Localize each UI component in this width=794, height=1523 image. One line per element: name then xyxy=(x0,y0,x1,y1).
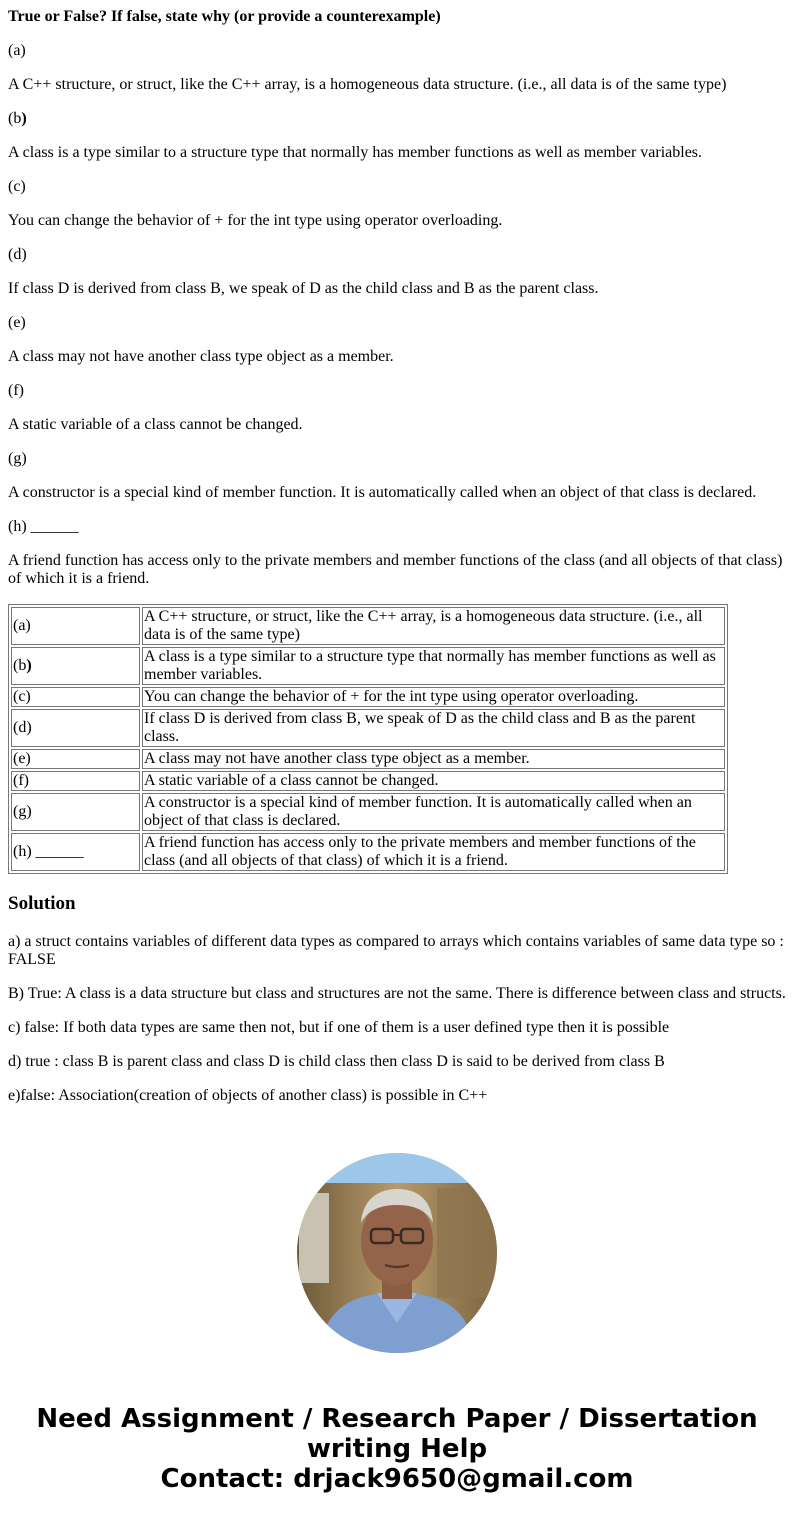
table-row xyxy=(11,687,725,707)
table-cell-text: A friend function has access only to the private members and member functions of the class (and all objects of that class) of which it is a friend. xyxy=(142,833,725,871)
question-label: (b) xyxy=(8,110,27,127)
table-cell-label: (f) xyxy=(11,771,140,791)
table-row xyxy=(11,749,725,769)
solution-answer: B) True: A class is a data structure but class and structures are not the same. There is difference between class and structs. xyxy=(8,985,786,1002)
table-cell-label: (e) xyxy=(11,749,140,769)
question-text: A static variable of a class cannot be changed. xyxy=(8,416,303,433)
table-cell-text: You can change the behavior of + for the int type using operator overloading. xyxy=(142,687,725,707)
table-cell-text: A class may not have another class type object as a member. xyxy=(142,749,725,769)
solution-answer: d) true : class B is parent class and class D is child class then class D is said to be derived from class B xyxy=(8,1053,665,1070)
portrait-image xyxy=(297,1153,497,1353)
question-text: If class D is derived from class B, we speak of D as the child class and B as the parent class. xyxy=(8,280,599,297)
question-text: A friend function has access only to the private members and member functions of the class (and all objects of that class) of which it is a friend. xyxy=(8,552,783,587)
solution-answer: e)false: Association(creation of objects of another class) is possible in C++ xyxy=(8,1087,488,1104)
table-cell-label: (d) xyxy=(11,709,140,747)
solution-heading: Solution xyxy=(8,893,76,914)
table-row xyxy=(11,709,725,747)
solution-answer: c) false: If both data types are same then not, but if one of them is a user defined type then it is possible xyxy=(8,1019,670,1036)
table-row xyxy=(11,647,725,685)
table-row xyxy=(11,833,725,871)
question-label: (a) xyxy=(8,42,26,59)
question-text: A C++ structure, or struct, like the C++ array, is a homogeneous data structure. (i.e., all data is of the same type) xyxy=(8,76,727,93)
promo-contact: Contact: drjack9650@gmail.com xyxy=(160,1464,634,1494)
question-label: (f) xyxy=(8,382,24,399)
table-row xyxy=(11,607,725,645)
table-cell-text: If class D is derived from class B, we speak of D as the child class and B as the parent class. xyxy=(142,709,725,747)
question-label: (e) xyxy=(8,314,26,331)
table-row xyxy=(11,771,725,791)
table-cell-label: (c) xyxy=(11,687,140,707)
table-cell-label: (b) xyxy=(11,647,140,685)
promo-banner xyxy=(0,1404,794,1494)
table-cell-text: A class is a type similar to a structure type that normally has member functions as well as member variables. xyxy=(142,647,725,685)
page-title: True or False? If false, state why (or provide a counterexample) xyxy=(8,8,441,25)
question-text: A constructor is a special kind of member function. It is automatically called when an object of that class is declared. xyxy=(8,484,757,501)
question-text: You can change the behavior of + for the int type using operator overloading. xyxy=(8,212,503,229)
avatar xyxy=(297,1153,497,1353)
table-cell-text: A constructor is a special kind of member function. It is automatically called when an object of that class is declared. xyxy=(142,793,725,831)
promo-line: Need Assignment / Research Paper / Dissertation xyxy=(36,1404,758,1434)
question-label: (h) ______ xyxy=(8,518,79,535)
solution-answer: a) a struct contains variables of different data types as compared to arrays which contains variables of same data type so : FALSE xyxy=(8,933,784,968)
question-label: (d) xyxy=(8,246,27,263)
table-cell-text: A C++ structure, or struct, like the C++ array, is a homogeneous data structure. (i.e., all data is of the same type) xyxy=(142,607,725,645)
questions-table xyxy=(8,604,728,874)
question-text: A class may not have another class type object as a member. xyxy=(8,348,394,365)
table-cell-label: (h) ______ xyxy=(11,833,140,871)
question-label: (c) xyxy=(8,178,26,195)
table-cell-label: (g) xyxy=(11,793,140,831)
table-cell-label: (a) xyxy=(11,607,140,645)
question-label: (g) xyxy=(8,450,27,467)
question-text: A class is a type similar to a structure type that normally has member functions as well as member variables. xyxy=(8,144,703,161)
table-cell-text: A static variable of a class cannot be changed. xyxy=(142,771,725,791)
promo-line: writing Help xyxy=(306,1434,488,1464)
table-row xyxy=(11,793,725,831)
